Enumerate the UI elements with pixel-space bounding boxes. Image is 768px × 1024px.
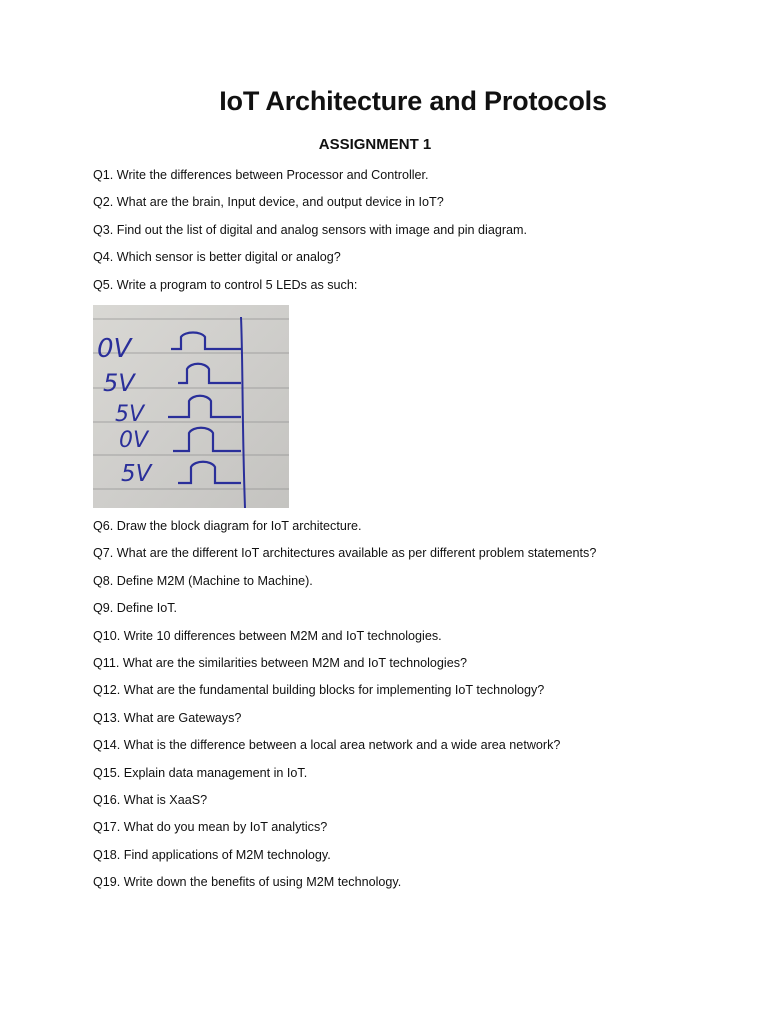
question-item: Q5. Write a program to control 5 LEDs as such: bbox=[93, 277, 358, 292]
question-item: Q11. What are the similarities between M2M and IoT technologies? bbox=[93, 655, 468, 670]
question-item: Q3. Find out the list of digital and analog sensors with image and pin diagram. bbox=[93, 222, 528, 237]
page-title: IoT Architecture and Protocols bbox=[219, 86, 607, 116]
question-item: Q17. What do you mean by IoT analytics? bbox=[93, 820, 328, 835]
voltage-label: 0V bbox=[97, 334, 132, 364]
question-item: Q16. What is XaaS? bbox=[93, 792, 208, 807]
question-item: Q8. Define M2M (Machine to Machine). bbox=[93, 573, 313, 588]
led-diagram-photo bbox=[93, 305, 289, 508]
question-list-part1 bbox=[93, 166, 743, 296]
voltage-label: 5V bbox=[103, 369, 135, 397]
question-list-part2 bbox=[93, 517, 743, 900]
question-item: Q18. Find applications of M2M technology. bbox=[93, 847, 331, 862]
voltage-label: 0V bbox=[119, 428, 149, 453]
question-item: Q10. Write 10 differences between M2M and IoT technologies. bbox=[93, 628, 442, 643]
assignment-subtitle: ASSIGNMENT 1 bbox=[318, 136, 432, 153]
question-item: Q13. What are Gateways? bbox=[93, 710, 242, 725]
question-item: Q9. Define IoT. bbox=[93, 601, 177, 616]
voltage-label: 5V bbox=[115, 402, 145, 427]
question-item: Q7. What are the different IoT architectures available as per different problem statements? bbox=[93, 546, 597, 561]
question-item: Q1. Write the differences between Processor and Controller. bbox=[93, 168, 429, 182]
voltage-label: 5V bbox=[121, 461, 152, 487]
question-item: Q14. What is the difference between a local area network and a wide area network? bbox=[93, 738, 561, 753]
question-item: Q12. What are the fundamental building blocks for implementing IoT technology? bbox=[93, 683, 545, 698]
question-item: Q2. What are the brain, Input device, and output device in IoT? bbox=[93, 195, 444, 210]
question-item: Q19. Write down the benefits of using M2M technology. bbox=[93, 875, 402, 890]
question-item: Q15. Explain data management in IoT. bbox=[93, 765, 308, 780]
question-item: Q6. Draw the block diagram for IoT architecture. bbox=[93, 519, 362, 533]
question-item: Q4. Which sensor is better digital or analog? bbox=[93, 250, 341, 265]
